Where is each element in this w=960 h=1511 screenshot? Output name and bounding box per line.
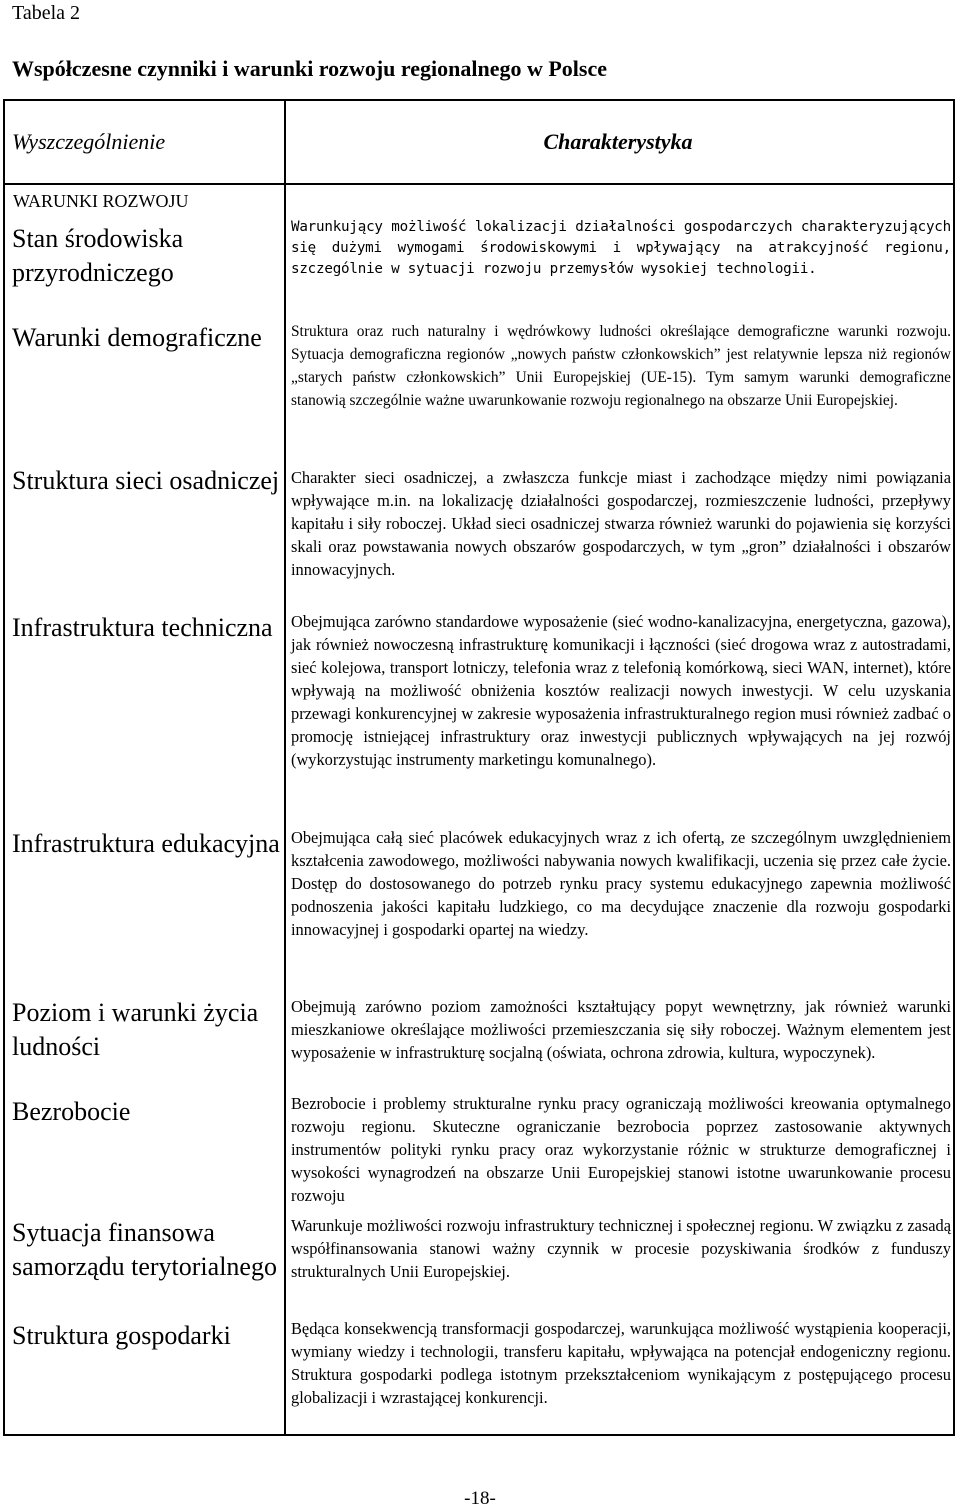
page-title: Współczesne czynniki i warunki rozwoju regionalnego w Polsce xyxy=(12,56,608,81)
factor-description: Będąca konsekwencją transformacji gospodarczej, warunkująca możliwość wystąpienia kooperacji, wymiany wiedzy i technologii, transferu kapitału, wpływająca na potencjał endogeniczny regionu. Struktura gospodarki podlega istotnym przekształceniom wynikającym z postępującego procesu globalizacji i wzrastającej konkurencji. xyxy=(291,1319,951,1407)
table-caption: Tabela 2 xyxy=(12,2,81,24)
page-number: -18- xyxy=(464,1488,496,1509)
factor-label: Stan środowiska przyrodniczego xyxy=(12,224,184,287)
factor-label: Infrastruktura edukacyjna xyxy=(12,829,280,858)
factor-label: Sytuacja finansowa samorządu terytorialnego xyxy=(12,1218,277,1281)
factor-label: Bezrobocie xyxy=(12,1097,131,1126)
header-charakterystyka: Charakterystyka xyxy=(543,129,693,154)
factor-description: Struktura oraz ruch naturalny i wędrówkowy ludności określające demograficzne warunki rozwoju. Sytuacja demograficzna regionów „nowych państw członkowskich” jest relatywnie lepsza niż regionów „starych państw członkowskich” Unii Europejskiej (UE-15). Tym samym warunki demograficzne stanowią szczególnie ważne uwarunkowanie rozwoju regionalnego na obszarze Unii Europejskiej. xyxy=(291,323,951,409)
factor-label: Struktura gospodarki xyxy=(12,1321,231,1350)
data-table xyxy=(3,99,955,1436)
table-header xyxy=(5,101,953,185)
factor-description: Obejmują zarówno poziom zamożności kształtujący popyt wewnętrzny, jak również warunki mieszkaniowe określające możliwości przemieszczania się siły roboczej. Ważnym elementem jest wyposażenie w infrastrukturę socjalną (oświata, ochrona zdrowia, kultura, wypoczynek). xyxy=(291,997,951,1062)
column-divider xyxy=(284,101,286,1434)
factor-description: Obejmująca zarówno standardowe wyposażenie (sieć wodno-kanalizacyjna, energetyczna, gazowa), jak również nowoczesną infrastrukturę komunikacji i łączności (sieć drogowa wraz z autostradami, sieć kolejowa, transport lotniczy, telefonia wraz z telefonią komórkową, sieci WAN, internet), które wpływają na możliwość obniżenia kosztów realizacji nowych inwestycji. W celu uzyskania przewagi konkurencyjnej w zakresie wyposażenia infrastrukturalnego region musi również zadbać o promocję istniejącej infrastruktury oraz inwestycji publicznych wpływających na jej rozwój (wykorzystując instrumenty marketingu komunalnego). xyxy=(291,612,951,769)
factor-description: Warunkuje możliwości rozwoju infrastruktury technicznej i społecznej regionu. W związku z zasadą współfinansowania stanowi ważny czynnik w procesie pozyskiwania środków z funduszy strukturalnych Unii Europejskiej. xyxy=(291,1216,951,1281)
factor-label: Poziom i warunki życia ludności xyxy=(12,998,259,1061)
factor-description: Obejmująca całą sieć placówek edukacyjnych wraz z ich ofertą, ze szczególnym uwzględnieniem kształcenia zawodowego, możliwości nabywania nowych kwalifikacji, uczenia się przez całe życie. Dostęp do dostosowanego do potrzeb rynku pracy systemu edukacyjnego zapewnia możliwość podnoszenia jakości kapitału ludzkiego, co ma decydujące znaczenie dla rozwoju gospodarki innowacyjnej i gospodarki opartej na wiedzy. xyxy=(291,828,951,939)
factor-description: Warunkujący możliwość lokalizacji działalności gospodarczych charakteryzujących się dużymi wymogami środowiskowymi i wpływający na atrakcyjność regionu, szczególnie w sytuacji rozwoju przemysłów wysokiej technologii. xyxy=(291,219,951,277)
factor-description: Charakter sieci osadniczej, a zwłaszcza funkcje miast i zachodzące między nimi powiązania wpływające m.in. na lokalizację działalności gospodarczej, rozmieszczenie ludności, przepływy kapitału i siły roboczej. Układ sieci osadniczej stwarza również warunki do pojawienia się korzyści skali oraz powstawania nowych obszarów gospodarczych, w tym „gron” działalności i obszarów innowacyjnych. xyxy=(291,468,951,579)
header-wyszczegolnienie: Wyszczególnienie xyxy=(12,129,166,154)
factor-description: Bezrobocie i problemy strukturalne rynku pracy ograniczają możliwości kreowania optymalnego rozwoju regionu. Skuteczne ograniczanie bezrobocia poprzez zastosowanie aktywnych instrumentów polityki rynku pracy oraz wykorzystanie różnic w strukturze demograficznej i wysokości wynagrodzeń na obszarze Unii Europejskiej stanowi istotne uwarunkowanie procesu rozwoju xyxy=(291,1094,951,1205)
factor-label: Struktura sieci osadniczej xyxy=(12,466,280,495)
section-heading: WARUNKI ROZWOJU xyxy=(13,191,189,211)
factor-label: Warunki demograficzne xyxy=(12,323,262,352)
factor-label: Infrastruktura techniczna xyxy=(12,613,273,642)
